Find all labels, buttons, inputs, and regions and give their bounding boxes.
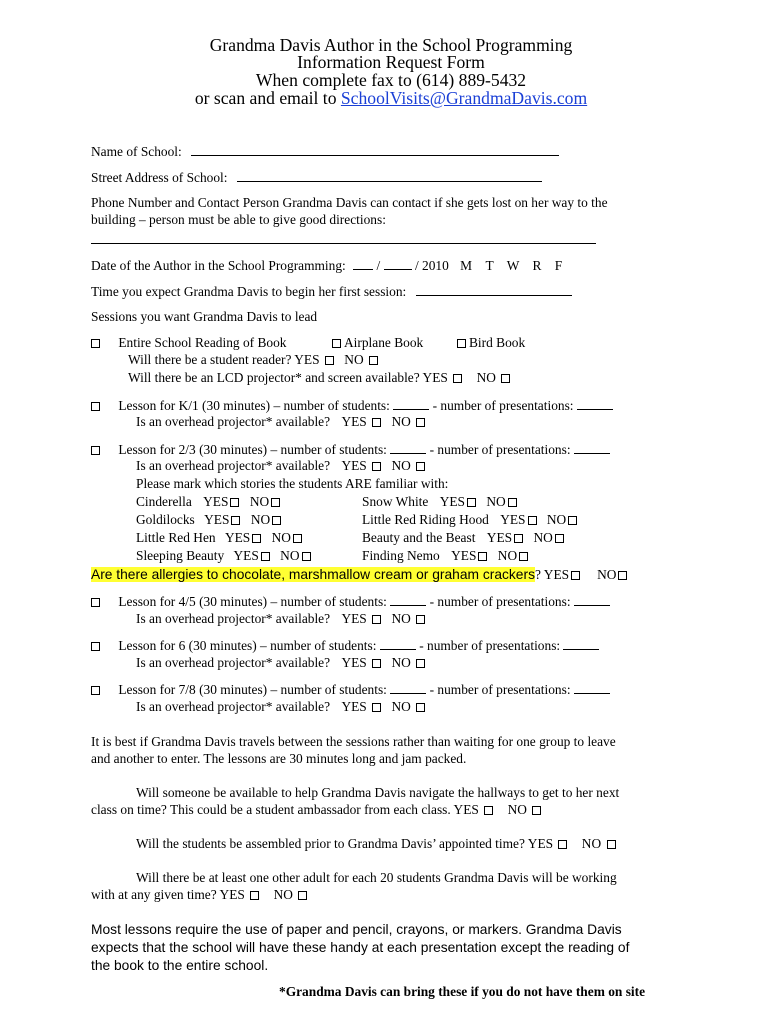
school-name-label: Name of School:: [91, 144, 182, 159]
l23-overhead-yes-checkbox[interactable]: [372, 462, 381, 471]
lesson-23-checkbox[interactable]: [91, 446, 100, 455]
story-little-red-riding-hood: Little Red Riding Hood YES NO: [362, 512, 580, 528]
l6-overhead-row: Is an overhead projector* available? YES NO: [136, 655, 428, 671]
little-red-hen-no-checkbox[interactable]: [293, 534, 302, 543]
lcd-no-checkbox[interactable]: [501, 374, 510, 383]
navigate-no-checkbox[interactable]: [532, 806, 541, 815]
email-instructions: or scan and email to SchoolVisits@GrandmaDavis.com: [194, 88, 588, 108]
k1-students-field[interactable]: [393, 397, 429, 410]
adult-yes-checkbox[interactable]: [250, 891, 259, 900]
story-cinderella: Cinderella YES NO: [136, 494, 283, 510]
footnote: *Grandma Davis can bring these if you do not have them on site: [279, 984, 646, 999]
l78-students-field[interactable]: [390, 681, 426, 694]
finding-nemo-yes-checkbox[interactable]: [478, 552, 487, 561]
assembled-row: Will the students be assembled prior to Grandma Davis’ appointed time? YES NO: [136, 836, 619, 852]
l6-overhead-no-checkbox[interactable]: [416, 659, 425, 668]
supplies-note-1: Most lessons require the use of paper and pencil, crayons, or markers. Grandma Davis: [91, 922, 622, 937]
story-sleeping-beauty: Sleeping Beauty YES NO: [136, 548, 314, 564]
travel-note-1: It is best if Grandma Davis travels between the sessions rather than waiting for one group to leave: [91, 734, 616, 749]
l78-presentations-field[interactable]: [574, 681, 610, 694]
sleeping-beauty-yes-checkbox[interactable]: [261, 552, 270, 561]
student-reader-row: Will there be a student reader? YES NO: [128, 352, 381, 368]
travel-note-2: and another to enter. The lessons are 30 minutes long and jam packed.: [91, 751, 467, 766]
date-label: Date of the Author in the School Programming:: [91, 258, 346, 273]
riding-hood-no-checkbox[interactable]: [568, 516, 577, 525]
lesson-6-row: Lesson for 6 (30 minutes) – number of students: - number of presentations:: [91, 637, 599, 654]
start-time-label: Time you expect Grandma Davis to begin her first session:: [91, 284, 407, 299]
weekday-r[interactable]: R: [532, 258, 542, 273]
date-day-field[interactable]: [384, 257, 412, 270]
k1-presentations-field[interactable]: [577, 397, 613, 410]
l23-overhead-no-checkbox[interactable]: [416, 462, 425, 471]
l23-students-field[interactable]: [390, 441, 426, 454]
weekday-f[interactable]: F: [554, 258, 563, 273]
lcd-yes-checkbox[interactable]: [453, 374, 462, 383]
form-subtitle: Information Request Form: [297, 52, 485, 72]
entire-school-row: Entire School Reading of Book: [91, 335, 286, 351]
adult-row: with at any given time? YES NO: [91, 887, 310, 903]
bird-book-option: Bird Book: [455, 335, 525, 351]
weekday-t[interactable]: T: [485, 258, 494, 273]
phone-contact-label-1: Phone Number and Contact Person Grandma Davis can contact if she gets lost on her way to the: [91, 195, 608, 210]
story-little-red-hen: Little Red Hen YES NO: [136, 530, 305, 546]
little-red-hen-yes-checkbox[interactable]: [252, 534, 261, 543]
lesson-6-checkbox[interactable]: [91, 642, 100, 651]
supplies-note-3: the book to the entire school.: [91, 958, 269, 973]
story-beauty-and-the-beast: Beauty and the Beast YES NO: [362, 530, 567, 546]
cinderella-yes-checkbox[interactable]: [230, 498, 239, 507]
start-time-field[interactable]: [416, 283, 572, 296]
email-link[interactable]: SchoolVisits@GrandmaDavis.com: [340, 88, 588, 108]
date-month-field[interactable]: [353, 257, 373, 270]
lesson-45-row: Lesson for 4/5 (30 minutes) – number of students: - number of presentations:: [91, 593, 610, 610]
entire-school-checkbox[interactable]: [91, 339, 100, 348]
airplane-book-checkbox[interactable]: [332, 339, 341, 348]
goldilocks-yes-checkbox[interactable]: [231, 516, 240, 525]
navigate-question-1: Will someone be available to help Grandma Davis navigate the hallways to get to her next: [136, 785, 620, 800]
street-address-label: Street Address of School:: [91, 170, 228, 185]
assembled-no-checkbox[interactable]: [607, 840, 616, 849]
snow-white-no-checkbox[interactable]: [508, 498, 517, 507]
school-name-field[interactable]: [191, 143, 559, 156]
street-address-field[interactable]: [237, 169, 542, 182]
stories-prompt: Please mark which stories the students ARE familiar with:: [136, 476, 449, 491]
l78-overhead-yes-checkbox[interactable]: [372, 703, 381, 712]
adult-question-1: Will there be at least one other adult for each 20 students Grandma Davis will be working: [136, 870, 617, 885]
weekday-w[interactable]: W: [506, 258, 520, 273]
lesson-45-checkbox[interactable]: [91, 598, 100, 607]
goldilocks-no-checkbox[interactable]: [272, 516, 281, 525]
form-title: Grandma Davis Author in the School Programming: [209, 35, 573, 55]
airplane-book-option: Airplane Book: [330, 335, 423, 351]
sessions-heading: Sessions you want Grandma Davis to lead: [91, 309, 318, 324]
l6-students-field[interactable]: [380, 637, 416, 650]
lesson-23-row: Lesson for 2/3 (30 minutes) – number of students: - number of presentations:: [91, 441, 610, 458]
l45-overhead-row: Is an overhead projector* available? YES NO: [136, 611, 428, 627]
sleeping-beauty-no-checkbox[interactable]: [302, 552, 311, 561]
l23-presentations-field[interactable]: [574, 441, 610, 454]
allergy-no-checkbox[interactable]: [618, 571, 627, 580]
k1-overhead-row: Is an overhead projector* available? YES NO: [136, 414, 428, 430]
beauty-beast-yes-checkbox[interactable]: [514, 534, 523, 543]
allergy-yes-checkbox[interactable]: [571, 571, 580, 580]
start-time-row: [91, 283, 572, 300]
l6-presentations-field[interactable]: [563, 637, 599, 650]
riding-hood-yes-checkbox[interactable]: [528, 516, 537, 525]
bird-book-checkbox[interactable]: [457, 339, 466, 348]
cinderella-no-checkbox[interactable]: [271, 498, 280, 507]
date-row: Date of the Author in the School Programming: / / 2010 M T W R F: [91, 258, 563, 273]
allergy-question: Are there allergies to chocolate, marshmallow cream or graham crackers: [91, 567, 535, 582]
assembled-yes-checkbox[interactable]: [558, 840, 567, 849]
k1-overhead-yes-checkbox[interactable]: [372, 418, 381, 427]
lesson-k1-row: Lesson for K/1 (30 minutes) – number of students: - number of presentations:: [91, 397, 613, 414]
l78-overhead-row: Is an overhead projector* available? YES NO: [136, 699, 428, 715]
reader-yes-checkbox[interactable]: [325, 356, 334, 365]
l78-overhead-no-checkbox[interactable]: [416, 703, 425, 712]
l6-overhead-yes-checkbox[interactable]: [372, 659, 381, 668]
lcd-projector-row: Will there be an LCD projector* and screen available? YES NO: [128, 370, 513, 386]
lesson-78-row: Lesson for 7/8 (30 minutes) – number of students: - number of presentations:: [91, 681, 610, 698]
fax-instructions: When complete fax to (614) 889-5432: [255, 70, 527, 90]
lesson-78-checkbox[interactable]: [91, 686, 100, 695]
story-finding-nemo: Finding Nemo YES NO: [362, 548, 531, 564]
reader-no-checkbox[interactable]: [369, 356, 378, 365]
l45-presentations-field[interactable]: [574, 593, 610, 606]
navigate-row: class on time? This could be a student ambassador from each class. YES NO: [91, 802, 544, 818]
navigate-yes-checkbox[interactable]: [484, 806, 493, 815]
street-address-row: [91, 169, 542, 186]
l45-students-field[interactable]: [390, 593, 426, 606]
snow-white-yes-checkbox[interactable]: [467, 498, 476, 507]
supplies-note-2: expects that the school will have these handy at each presentation except the reading of: [91, 940, 630, 955]
finding-nemo-no-checkbox[interactable]: [519, 552, 528, 561]
story-snow-white: Snow White YES NO: [362, 494, 520, 510]
story-goldilocks: Goldilocks YES NO: [136, 512, 284, 528]
phone-contact-label-2: building – person must be able to give good directions:: [91, 212, 386, 227]
l45-overhead-no-checkbox[interactable]: [416, 615, 425, 624]
l23-overhead-row: Is an overhead projector* available? YES NO: [136, 458, 428, 474]
phone-contact-field[interactable]: [91, 243, 596, 244]
k1-overhead-no-checkbox[interactable]: [416, 418, 425, 427]
l45-overhead-yes-checkbox[interactable]: [372, 615, 381, 624]
allergy-row: Are there allergies to chocolate, marshmallow cream or graham crackers? YES NO: [91, 566, 630, 584]
weekday-m[interactable]: M: [460, 258, 473, 273]
beauty-beast-no-checkbox[interactable]: [555, 534, 564, 543]
school-name-row: [91, 143, 559, 160]
lesson-k1-checkbox[interactable]: [91, 402, 100, 411]
adult-no-checkbox[interactable]: [298, 891, 307, 900]
